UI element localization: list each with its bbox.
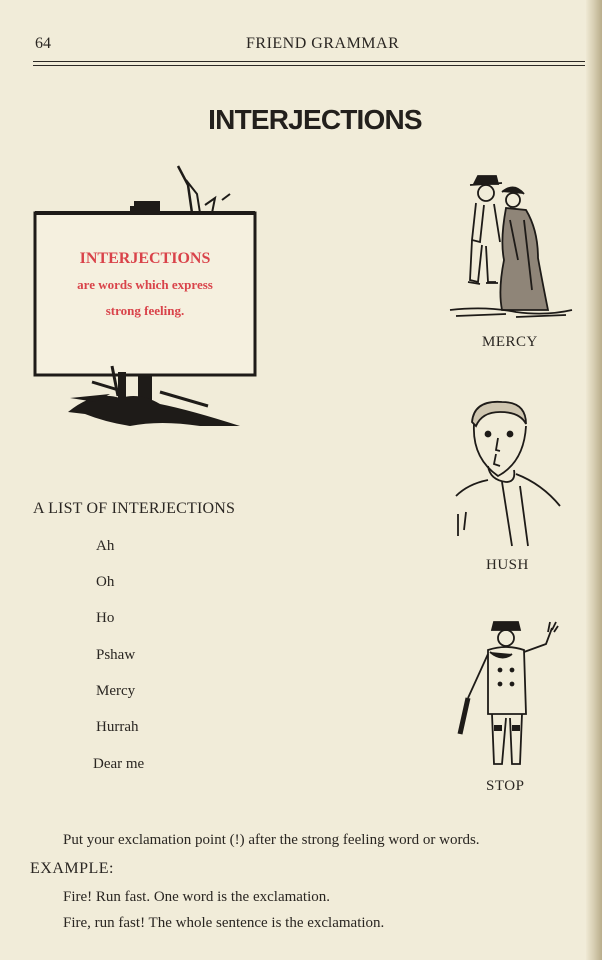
list-item: Ah	[96, 538, 115, 554]
sign-term: INTERJECTIONS	[79, 250, 211, 267]
list-item: Ho	[96, 610, 115, 626]
example-label: EXAMPLE:	[30, 860, 114, 877]
example-line: Fire, run fast! The whole sentence is the exclamation.	[63, 915, 385, 931]
list-item: Oh	[96, 574, 115, 590]
list-heading: A LIST OF INTERJECTIONS	[33, 500, 236, 517]
page-number: 64	[35, 35, 51, 52]
list-item: Dear me	[93, 756, 145, 772]
running-head: FRIEND GRAMMAR	[246, 35, 400, 52]
list-item: Hurrah	[96, 719, 139, 735]
illustration-caption: HUSH	[486, 557, 529, 573]
page-edge	[586, 0, 602, 960]
sign-definition-line: strong feeling.	[105, 303, 185, 318]
sign-text	[36, 250, 254, 324]
signboard-icon	[0, 0, 260, 440]
list-item: Pshaw	[96, 647, 136, 663]
policeman-raised-hand-icon	[454, 618, 562, 770]
rule-text: Put your exclamation point (!) after the strong feeling word or words.	[63, 832, 480, 848]
page-title: INTERJECTIONS	[208, 104, 422, 135]
couple-illustration-icon	[446, 170, 576, 325]
example-line: Fire! Run fast. One word is the exclamation.	[63, 889, 331, 905]
list-item: Mercy	[96, 683, 136, 699]
illustration-caption: STOP	[486, 778, 525, 794]
sign-definition-line: are words which express	[77, 277, 213, 292]
illustration-caption: MERCY	[482, 334, 538, 350]
boy-finger-to-lips-icon	[450, 396, 566, 548]
